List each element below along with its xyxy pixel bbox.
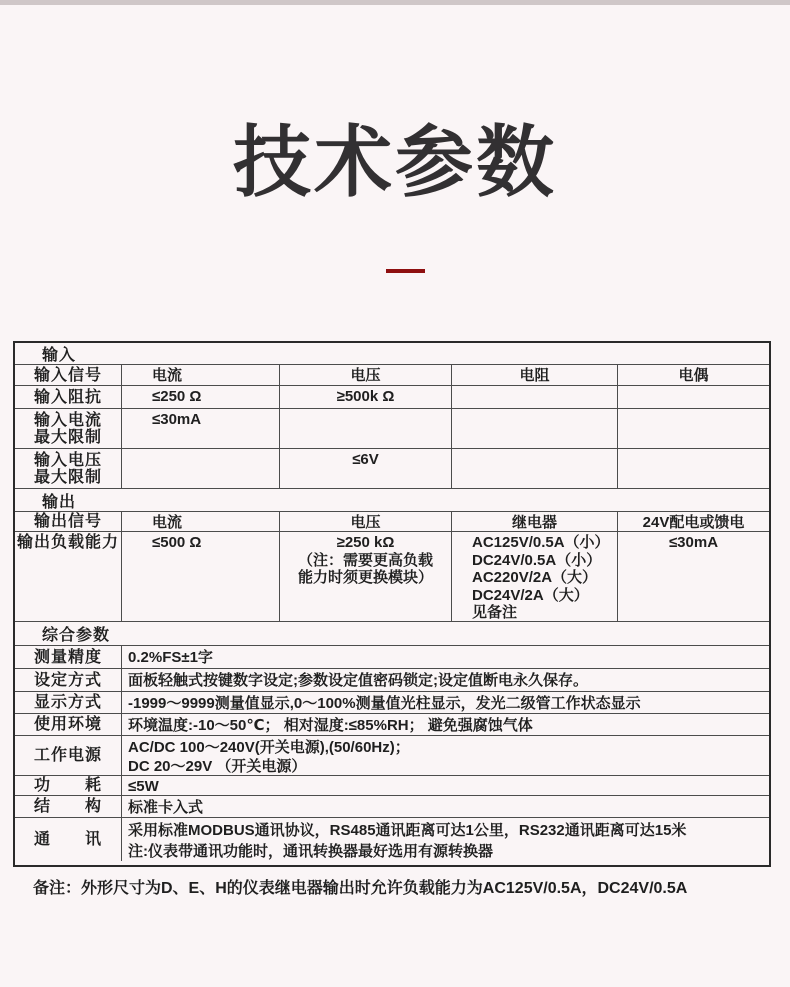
table-row-accuracy (15, 646, 769, 669)
row-label-output-signal: 输出信号 (15, 512, 122, 531)
cell-line: 注:仪表带通讯功能时，通讯转换器最好选用有源转换器 (128, 842, 493, 860)
accent-dash (386, 269, 425, 273)
label-line: 最大限制 (33, 468, 102, 486)
cell-display-value: -1999～9999测量值显示,0～100%测量值光柱显示，发光二级管工作状态显示 (128, 694, 641, 712)
row-label-communication: 通 讯 (15, 818, 122, 861)
footnote: 备注：外形尺寸为D、E、H的仪表继电器输出时允许负载能力为AC125V/0.5A，DC24V/0.5A (33, 880, 688, 897)
label-line: 输入电流 (33, 411, 102, 429)
cell-structure-value: 标准卡入式 (128, 798, 204, 816)
table-row-setting (15, 669, 769, 692)
table-row-communication (15, 818, 769, 861)
spec-table (13, 341, 771, 867)
cell-input-current-limit-thermocouple (618, 409, 769, 448)
section-label-input: 输入 (42, 347, 77, 364)
table-row-power (15, 736, 769, 776)
cell-accuracy-value: 0.2%FS±1字 (128, 649, 213, 666)
cell-input-signal-voltage: 电压 (280, 365, 452, 385)
cell-input-current-limit-resistance (452, 409, 618, 448)
cell-input-signal-current: 电流 (122, 365, 280, 385)
cell-input-voltage-limit-voltage: ≤6V (280, 449, 452, 488)
cell-communication-value (122, 818, 769, 861)
cell-line: 能力时须更换模块） (297, 569, 433, 586)
top-divider-bar (0, 0, 790, 5)
row-label-input-voltage-limit (15, 449, 122, 488)
cell-input-current-limit-voltage (280, 409, 452, 448)
row-label-environment: 使用环境 (15, 714, 122, 735)
row-label-output-load: 输出负载能力 (15, 532, 122, 621)
row-label-power: 工作电源 (15, 736, 122, 775)
table-row-input-impedance (15, 386, 769, 409)
cell-line: DC24V/2A（大） (472, 586, 589, 604)
cell-line: 见备注 (472, 604, 518, 621)
cell-line: AC/DC 100～240V(开关电源),(50/60Hz)； (128, 738, 410, 756)
row-label-structure: 结 构 (15, 796, 122, 817)
cell-input-impedance-current: ≤250 Ω (122, 386, 280, 408)
section-row-input (15, 343, 769, 365)
table-row-output-signal (15, 512, 769, 532)
cell-input-impedance-thermocouple (618, 386, 769, 408)
cell-output-load-feed: ≤30mA (668, 534, 719, 551)
section-label-output: 输出 (42, 493, 77, 511)
cell-output-load-relay (452, 532, 618, 621)
row-label-accuracy: 测量精度 (15, 646, 122, 668)
cell-input-voltage-limit-current (122, 449, 280, 488)
cell-output-load-current: ≤500 Ω (122, 532, 280, 621)
cell-line: （注：需要更高负载 (297, 551, 433, 569)
section-label-general: 综合参数 (42, 627, 111, 644)
label-line: 输入电压 (33, 451, 102, 469)
cell-input-current-limit-current: ≤30mA (122, 409, 280, 448)
table-row-input-signal (15, 365, 769, 386)
cell-output-signal-current: 电流 (122, 512, 280, 531)
row-label-setting: 设定方式 (15, 669, 122, 691)
cell-line: 采用标准MODBUS通讯协议，RS485通讯距离可达1公里，RS232通讯距离可达15米 (128, 821, 687, 839)
cell-power-value (122, 736, 769, 775)
label-line: 最大限制 (33, 428, 102, 446)
table-row-output-load (15, 532, 769, 622)
cell-input-voltage-limit-resistance (452, 449, 618, 488)
cell-output-signal-voltage: 电压 (280, 512, 452, 531)
cell-line: AC220V/2A（大） (472, 569, 598, 586)
cell-environment-value: 环境温度:-10～50℃； 相对湿度:≤85%RH； 避免强腐蚀气体 (128, 716, 533, 734)
row-label-input-current-limit (15, 409, 122, 448)
cell-output-signal-relay: 继电器 (452, 512, 618, 531)
cell-input-signal-resistance: 电阻 (452, 365, 618, 385)
section-row-output (15, 489, 769, 512)
table-row-structure (15, 796, 769, 818)
page-title: 技术参数 (232, 118, 557, 206)
cell-output-load-voltage (280, 532, 452, 621)
table-row-input-current-limit (15, 409, 769, 449)
cell-line: AC125V/0.5A（小） (472, 534, 610, 551)
cell-input-voltage-limit-thermocouple (618, 449, 769, 488)
table-row-input-voltage-limit (15, 449, 769, 489)
row-label-consumption: 功 耗 (15, 776, 122, 795)
table-row-display (15, 692, 769, 714)
cell-line: DC24V/0.5A（小） (472, 551, 602, 569)
row-label-display: 显示方式 (15, 692, 122, 713)
cell-line: ≥250 kΩ (336, 534, 395, 551)
cell-input-impedance-resistance (452, 386, 618, 408)
cell-consumption-value: ≤5W (128, 777, 159, 795)
cell-setting-value: 面板轻触式按键数字设定;参数设定值密码锁定;设定值断电永久保存。 (128, 672, 588, 689)
row-label-input-signal: 输入信号 (15, 365, 122, 385)
cell-input-signal-thermocouple: 电偶 (678, 367, 709, 384)
table-row-environment (15, 714, 769, 736)
row-label-input-impedance: 输入阻抗 (15, 386, 122, 408)
cell-line: DC 20～29V （开关电源） (128, 757, 307, 775)
cell-output-signal-feed: 24V配电或馈电 (642, 514, 745, 531)
cell-input-impedance-voltage: ≥500k Ω (280, 386, 452, 408)
section-row-general (15, 622, 769, 646)
table-row-consumption (15, 776, 769, 796)
